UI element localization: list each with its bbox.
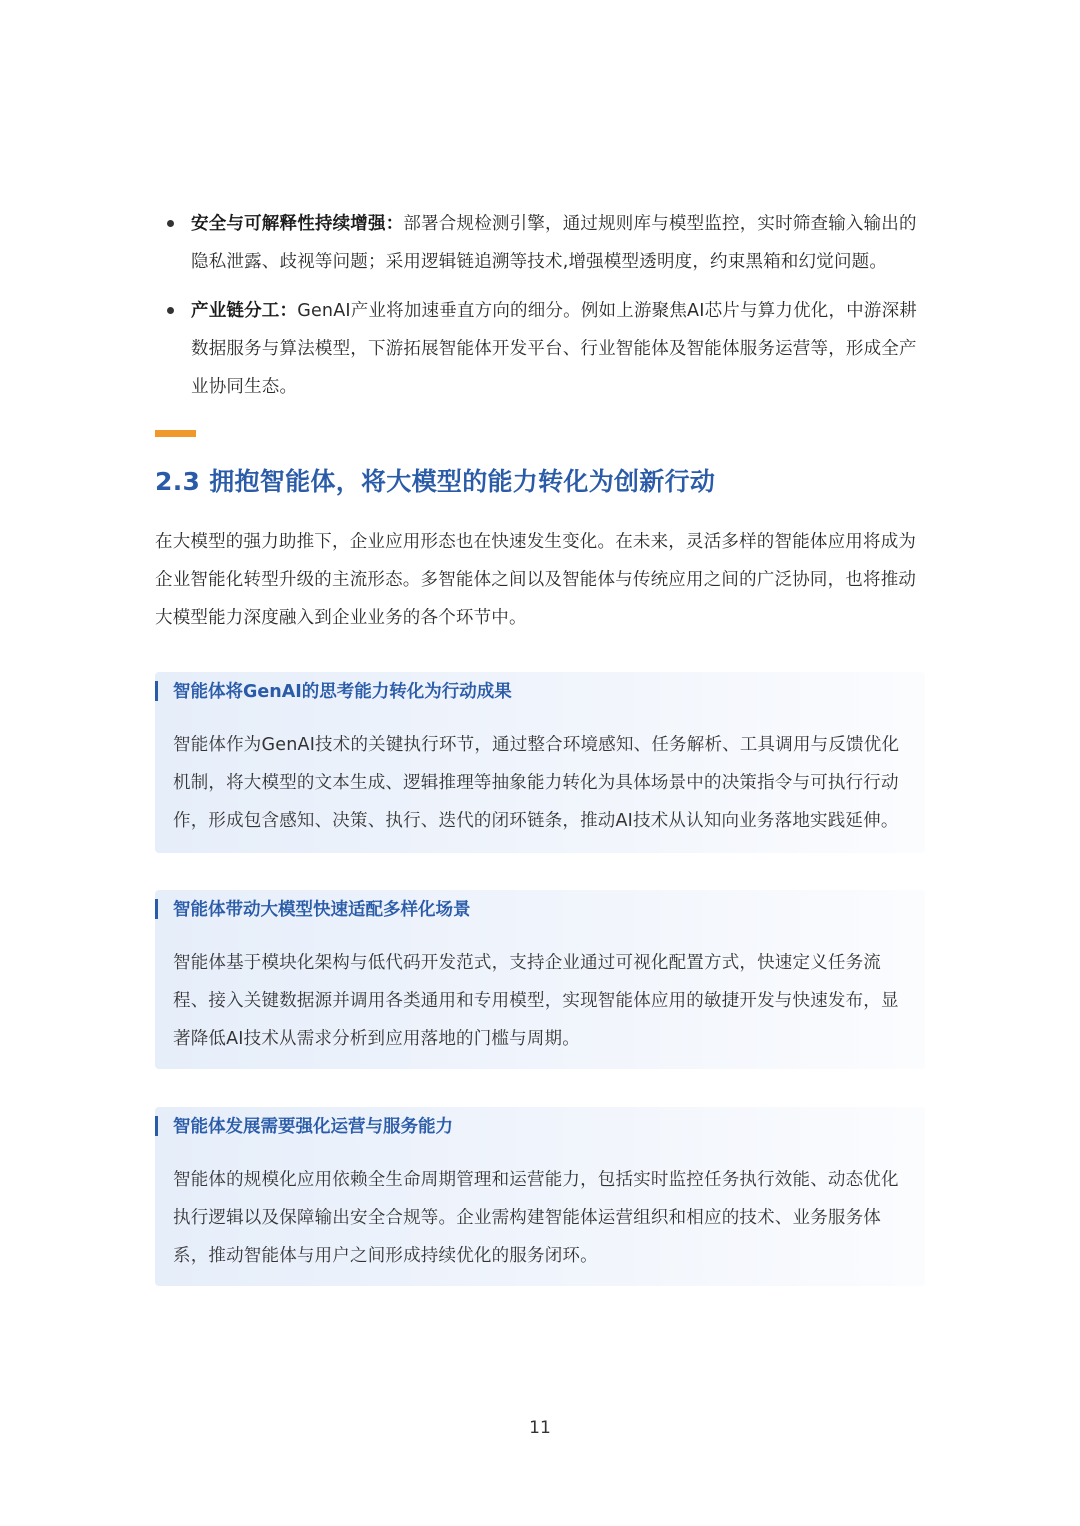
bullet-item-security	[155, 205, 930, 281]
card-title-bar	[155, 681, 158, 701]
card-title	[173, 672, 907, 705]
card-title-bar	[155, 1116, 158, 1136]
bullet-text: 部署合规检测引擎，通过规则库与模型监控，实时筛查输入输出的隐私泄露、歧视等问题；采用逻辑链追溯等技术,增强模型透明度，约束黑箱和幻觉问题。	[191, 214, 917, 272]
bullet-dot	[167, 220, 174, 227]
card-scene-adaptation	[155, 890, 925, 1069]
card-operation-service	[155, 1107, 925, 1286]
card-body: 智能体基于模块化架构与低代码开发范式，支持企业通过可视化配置方式，快速定义任务流程、接入关键数据源并调用各类通用和专用模型，实现智能体应用的敏捷开发与快速发布，显著降低AI技术从需求分析到应用落地的门槛与周期。	[173, 953, 899, 1049]
bullet-item-industry-chain	[155, 292, 930, 406]
card-title-text: 智能体带动大模型快速适配多样化场景	[173, 900, 471, 920]
bullet-text: GenAI产业将加速垂直方向的细分。例如上游聚焦AI芯片与算力优化，中游深耕数据服务与算法模型，下游拓展智能体开发平台、行业智能体及智能体服务运营等，形成全产业协同生态。	[191, 301, 917, 397]
card-title-text: 智能体将GenAI的思考能力转化为行动成果	[173, 682, 512, 702]
bullet-term: 产业链分工：	[191, 301, 298, 321]
card-body: 智能体作为GenAI技术的关键执行环节，通过整合环境感知、任务解析、工具调用与反馈优化机制，将大模型的文本生成、逻辑推理等抽象能力转化为具体场景中的决策指令与可执行行动作，形成包含感知、决策、执行、迭代的闭环链条，推动AI技术从认知向业务落地实践延伸。	[173, 735, 900, 831]
card-title	[173, 890, 907, 923]
bullet-term: 安全与可解释性持续增强：	[191, 214, 404, 234]
page-number: 11	[529, 1418, 551, 1438]
card-title-text: 智能体发展需要强化运营与服务能力	[173, 1117, 453, 1137]
card-title-bar	[155, 899, 158, 919]
bullet-list	[155, 205, 930, 417]
card-thinking-to-action	[155, 672, 925, 853]
section-title: 2.3 拥抱智能体，将大模型的能力转化为创新行动	[155, 467, 716, 496]
card-body: 智能体的规模化应用依赖全生命周期管理和运营能力，包括实时监控任务执行效能、动态优化执行逻辑以及保障输出安全合规等。企业需构建智能体运营组织和相应的技术、业务服务体系，推动智能体与用户之间形成持续优化的服务闭环。	[173, 1170, 899, 1266]
section-accent-bar	[155, 430, 196, 437]
card-title	[173, 1107, 907, 1140]
section-intro: 在大模型的强力助推下，企业应用形态也在快速发生变化。在未来，灵活多样的智能体应用将成为企业智能化转型升级的主流形态。多智能体之间以及智能体与传统应用之间的广泛协同，也将推动大模型能力深度融入到企业业务的各个环节中。	[155, 532, 917, 628]
bullet-dot	[167, 307, 174, 314]
